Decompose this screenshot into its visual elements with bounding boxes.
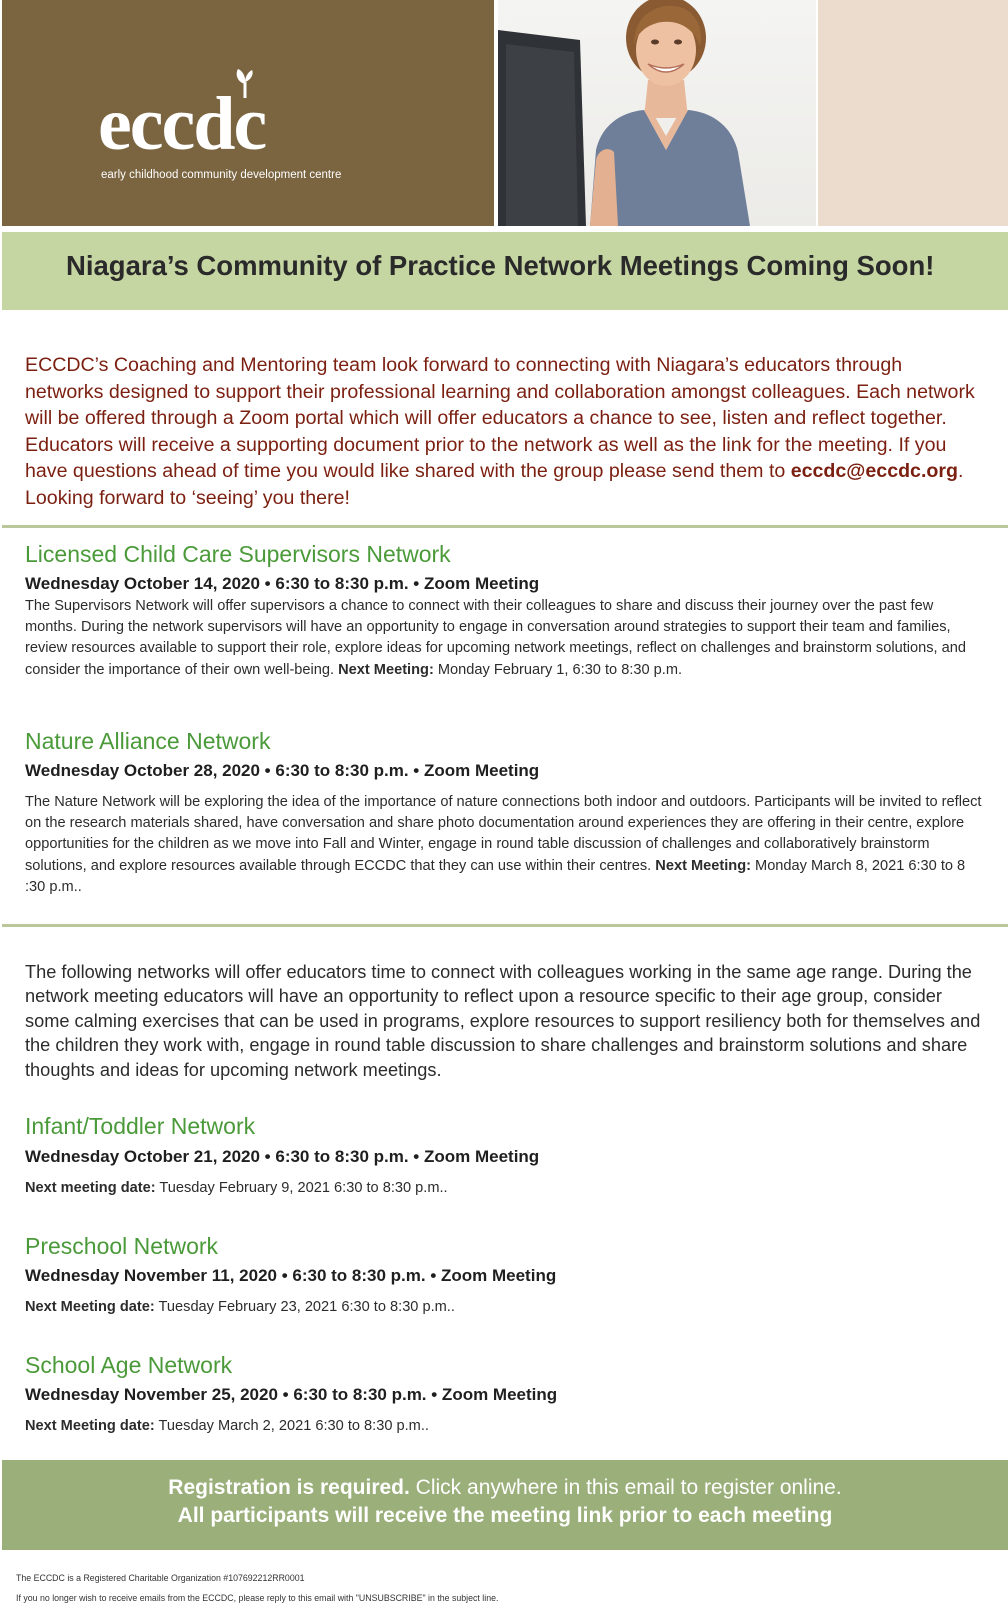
meeting-date: Wednesday November 25, 2020 • 6:30 to 8:30 p.m. • Zoom Meeting: [25, 1385, 558, 1404]
next-meeting: [25, 1180, 448, 1196]
meeting-date: Wednesday October 28, 2020 • 6:30 to 8:30 p.m. • Zoom Meeting: [25, 761, 540, 780]
registration-required: Registration is required.: [168, 1476, 410, 1499]
next-meeting-label: Next Meeting:: [655, 857, 751, 874]
registration-line: [2, 1476, 1008, 1500]
next-meeting: [25, 1299, 455, 1315]
brand-panel: [2, 0, 494, 226]
intro-closing: . Looking forward to ‘seeing’ you there!: [25, 460, 964, 509]
header-accent-panel: [818, 0, 1008, 226]
description-text: The Supervisors Network will offer supervisors a chance to connect with their colleagues to share and discuss their journey over the past few months. During the network supervisors will have an opportunity to engage in conversation around strategies to support their team and families, review resources available to support their role, explore ideas for upcoming network meetings, reflect on challenges and brainstorm solutions, and consider the importance of their own well-being.: [25, 598, 966, 678]
section-title: School Age Network: [25, 1352, 233, 1378]
meeting-date: Wednesday November 11, 2020 • 6:30 to 8:30 p.m. • Zoom Meeting: [25, 1266, 557, 1285]
next-meeting-value: Monday March 8, 2021 6:30 to 8 :30 p.m..: [25, 857, 966, 895]
next-meeting: [25, 1418, 429, 1434]
next-meeting-label: Next Meeting date:: [25, 1418, 155, 1434]
registration-banner[interactable]: [2, 1460, 1008, 1550]
section-title: Licensed Child Care Supervisors Network: [25, 541, 451, 567]
next-meeting-label: Next Meeting:: [338, 661, 434, 678]
email-header: [0, 0, 1008, 228]
description-text: The Nature Network will be exploring the idea of the importance of nature connections both indoor and outdoors. Participants will be invited to reflect on the research materials shared, have conversation and share photo documentation around experiences they are offering in their centre, explore opportunities for the children as we move into Fall and Winter, engage in round table discussion of challenges and collaboratively brainstorm solutions, and explore resources available through ECCDC that they can use within their centres.: [25, 794, 982, 874]
educator-illustration: [498, 0, 816, 226]
section-description: [25, 596, 987, 681]
intro-text: ECCDC’s Coaching and Mentoring team look forward to connecting with Niagara’s educators through networks designed to support their professional learning and collaboration amongst colleagues. Each network will be offered through a Zoom portal which will offer educators a chance to see, listen and reflect together. Educators will receive a supporting document prior to the network as well as the link for the meeting. If you have questions ahead of time you would like shared with the group please send them to: [25, 354, 975, 482]
age-networks-intro: The following networks will offer educators time to connect with colleagues working in the same age range. During the network meeting educators will have an opportunity to reflect upon a resource specific to their age group, consider some calming exercises that can be used in programs, explore resources to support resiliency both for themselves and the children they work with, engage in round table discussion to share challenges and brainstorm solutions and share thoughts and ideas for upcoming network meetings.: [25, 962, 981, 1080]
section-title: Preschool Network: [25, 1233, 219, 1259]
next-meeting-label: Next meeting date:: [25, 1180, 156, 1196]
title-band: [2, 232, 1008, 310]
next-meeting-value: Tuesday March 2, 2021 6:30 to 8:30 p.m..: [154, 1418, 429, 1434]
unsubscribe-notice: If you no longer wish to receive emails from the ECCDC, please reply to this email with "UNSUBSCRIBE" in the subject line.: [16, 1593, 499, 1603]
registration-instructions: Click anywhere in this email to register online.: [409, 1476, 842, 1499]
logo-tagline: early childhood community development centre: [101, 169, 342, 181]
contact-email-link[interactable]: eccdc@eccdc.org: [790, 460, 958, 482]
charity-notice: The ECCDC is a Registered Charitable Organization #107692212RR0001: [16, 1573, 305, 1583]
page-title: Niagara’s Community of Practice Network Meetings Coming Soon!: [66, 250, 935, 281]
leaf-icon: [234, 68, 256, 98]
section-divider: [2, 525, 1008, 528]
meeting-date: Wednesday October 21, 2020 • 6:30 to 8:30 p.m. • Zoom Meeting: [25, 1147, 540, 1166]
smiling-educator-photo: [498, 0, 816, 226]
section-title: Nature Alliance Network: [25, 728, 271, 754]
next-meeting-value: Tuesday February 23, 2021 6:30 to 8:30 p.m..: [154, 1299, 455, 1315]
meeting-date: Wednesday October 14, 2020 • 6:30 to 8:30 p.m. • Zoom Meeting: [25, 574, 540, 593]
meeting-link-notice: All participants will receive the meeting link prior to each meeting: [177, 1504, 833, 1527]
section-description: [25, 792, 987, 898]
eccdc-logo[interactable]: eccdc: [98, 82, 266, 166]
next-meeting-value: Tuesday February 9, 2021 6:30 to 8:30 p.m..: [155, 1180, 448, 1196]
section-divider: [2, 924, 1008, 927]
intro-paragraph: [25, 352, 985, 511]
section-title: Infant/Toddler Network: [25, 1113, 256, 1139]
next-meeting-value: Monday February 1, 6:30 to 8:30 p.m.: [433, 661, 683, 678]
next-meeting-label: Next Meeting date:: [25, 1299, 155, 1315]
